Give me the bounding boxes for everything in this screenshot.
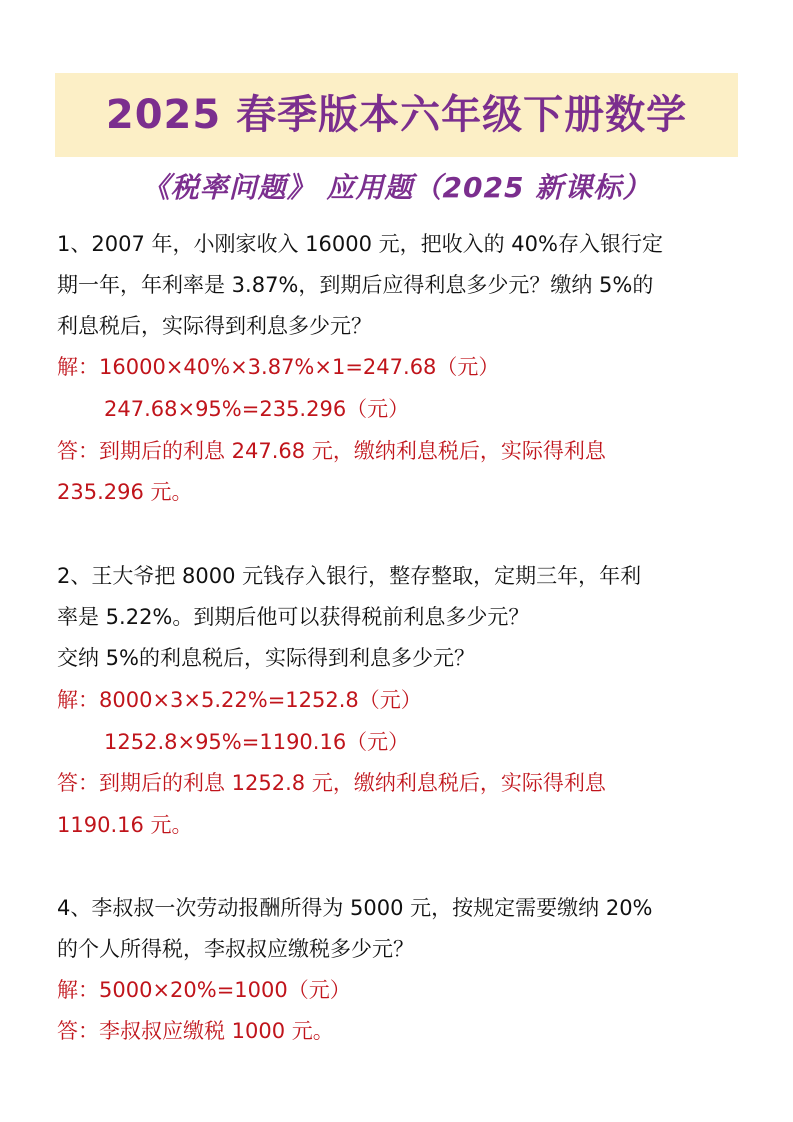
- problem-1-solution-line-2: 247.68×95%=235.296（元）: [104, 397, 410, 421]
- problem-2-question-line-1: 2、王大爷把 8000 元钱存入银行，整存整取，定期三年，年利: [57, 564, 642, 588]
- problem-2-question-line-2: 率是 5.22%。到期后他可以获得税前利息多少元？: [57, 605, 530, 629]
- problem-2-question-line-3: 交纳 5%的利息税后，实际得到利息多少元？: [57, 646, 475, 670]
- problem-1-answer-line-1: 答：到期后的利息 247.68 元，缴纳利息税后，实际得利息: [57, 439, 606, 463]
- problem-2-solution-line-1: 解：8000×3×5.22%=1252.8（元）: [57, 688, 422, 712]
- problem-2-answer-line-2: 1190.16 元。: [57, 813, 193, 837]
- problem-4-answer-line-1: 答：李叔叔应缴税 1000 元。: [57, 1019, 334, 1043]
- problem-4-question-line-1: 4、李叔叔一次劳动报酬所得为 5000 元，按规定需要缴纳 20%: [57, 896, 653, 920]
- problem-4-solution-line-1: 解：5000×20%=1000（元）: [57, 978, 351, 1002]
- page-subtitle: 《税率问题》 应用题（2025 新课标）: [141, 171, 652, 204]
- problem-1-answer-line-2: 235.296 元。: [57, 480, 193, 504]
- problem-1-question-line-2: 期一年，年利率是 3.87%，到期后应得利息多少元？缴纳 5%的: [57, 273, 654, 297]
- problem-1-question-line-3: 利息税后，实际得到利息多少元？: [57, 314, 372, 338]
- problem-1-question-line-1: 1、2007 年，小刚家收入 16000 元，把收入的 40%存入银行定: [57, 232, 663, 256]
- problem-1-solution-line-1: 解：16000×40%×3.87%×1=247.68（元）: [57, 355, 500, 379]
- page-title: 2025 春季版本六年级下册数学: [105, 92, 688, 138]
- problem-2-answer-line-1: 答：到期后的利息 1252.8 元，缴纳利息税后，实际得利息: [57, 771, 606, 795]
- problem-2-solution-line-2: 1252.8×95%=1190.16（元）: [104, 730, 410, 754]
- problem-4-question-line-2: 的个人所得税，李叔叔应缴税多少元？: [57, 937, 414, 961]
